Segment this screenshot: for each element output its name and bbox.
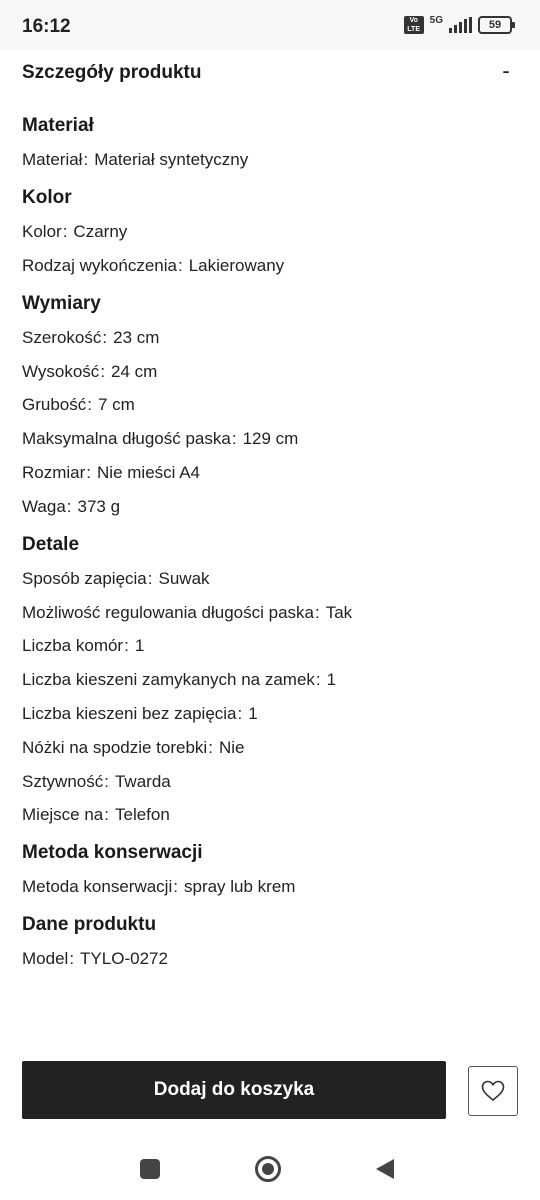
detail-key: Możliwość regulowania długości paska xyxy=(22,602,314,622)
detail-separator: : xyxy=(86,462,92,482)
detail-row xyxy=(22,803,522,827)
detail-value: 24 cm xyxy=(111,361,158,381)
detail-key: Metoda konserwacji xyxy=(22,877,173,897)
detail-row xyxy=(22,736,522,760)
add-to-cart-button[interactable]: Dodaj do koszyka xyxy=(22,1061,446,1119)
section-title: Kolor xyxy=(22,187,72,208)
detail-separator: : xyxy=(87,395,92,415)
detail-row xyxy=(22,668,522,692)
detail-value: Lakierowany xyxy=(188,255,285,275)
detail-value: 1 xyxy=(134,636,145,656)
detail-key: Rodzaj wykończenia xyxy=(22,255,177,275)
detail-key: Model xyxy=(22,949,69,969)
heart-icon xyxy=(481,1080,505,1102)
detail-row xyxy=(22,875,522,899)
page-title: Szczegóły produktu xyxy=(22,62,202,83)
status-icons xyxy=(404,14,512,36)
detail-separator: : xyxy=(83,150,89,169)
detail-value: Suwak xyxy=(158,568,210,588)
detail-key: Kolor xyxy=(22,222,62,241)
detail-value: TYLO-0272 xyxy=(80,949,168,969)
detail-row xyxy=(22,220,522,244)
recents-button[interactable] xyxy=(135,1154,165,1184)
details-section xyxy=(22,912,522,971)
detail-key: Wysokość xyxy=(22,361,100,381)
detail-separator: : xyxy=(314,602,320,622)
recents-icon xyxy=(139,1158,161,1180)
detail-key: Waga xyxy=(22,496,66,516)
detail-row xyxy=(22,254,522,278)
detail-row xyxy=(22,634,522,658)
section-title: Detale xyxy=(22,533,80,555)
detail-value: Telefon xyxy=(115,805,170,825)
details-header[interactable] xyxy=(0,50,540,100)
detail-separator: : xyxy=(102,327,108,347)
detail-value: 7 cm xyxy=(97,395,135,415)
details-section xyxy=(22,840,522,899)
detail-key: Grubość xyxy=(22,395,87,415)
details-section xyxy=(22,113,522,172)
detail-key: Liczba kieszeni bez zapięcia xyxy=(22,703,237,723)
detail-separator: : xyxy=(104,805,109,825)
detail-separator: : xyxy=(147,568,153,588)
detail-key: Liczba komór xyxy=(22,636,124,656)
collapse-button[interactable]: - xyxy=(502,58,510,83)
detail-value: 23 cm xyxy=(113,327,160,347)
detail-separator: : xyxy=(62,222,68,241)
detail-row xyxy=(22,567,522,591)
battery-icon xyxy=(478,16,512,34)
network-type: 5G xyxy=(429,15,443,26)
detail-separator: : xyxy=(66,496,72,516)
section-title: Metoda konserwacji xyxy=(22,842,203,864)
detail-row xyxy=(22,495,522,519)
wishlist-button[interactable] xyxy=(468,1066,518,1116)
detail-value: 1 xyxy=(326,670,337,690)
back-button[interactable] xyxy=(370,1154,400,1184)
section-title: Dane produktu xyxy=(22,914,157,936)
detail-value: Tak xyxy=(325,602,353,622)
signal-icon xyxy=(449,17,472,33)
detail-separator: : xyxy=(69,949,75,969)
details-section xyxy=(22,532,522,828)
detail-value: 373 g xyxy=(77,496,121,516)
section-title: Materiał xyxy=(22,115,94,136)
detail-row xyxy=(22,947,522,971)
detail-value: Czarny xyxy=(73,222,128,241)
detail-key: Liczba kieszeni zamykanych na zamek xyxy=(22,670,315,690)
home-button[interactable] xyxy=(253,1154,283,1184)
detail-separator: : xyxy=(208,737,213,757)
detail-value: spray lub krem xyxy=(183,877,296,897)
detail-key: Miejsce na xyxy=(22,805,104,825)
detail-row xyxy=(22,326,522,350)
system-nav-bar xyxy=(0,1134,540,1200)
detail-separator: : xyxy=(173,877,178,897)
back-icon xyxy=(373,1157,397,1181)
detail-separator: : xyxy=(124,636,129,656)
details-section xyxy=(22,185,522,278)
detail-key: Sztywność xyxy=(22,771,104,791)
battery-level: 59 xyxy=(488,19,502,31)
detail-key: Maksymalna długość paska xyxy=(22,429,231,449)
detail-row xyxy=(22,360,522,384)
detail-key: Materiał xyxy=(22,150,83,169)
details-section xyxy=(22,291,522,519)
detail-row xyxy=(22,427,522,451)
action-bar xyxy=(0,1052,540,1134)
detail-separator: : xyxy=(237,703,243,723)
detail-value: 1 xyxy=(248,703,258,723)
home-icon xyxy=(254,1155,282,1183)
detail-row xyxy=(22,461,522,485)
product-details xyxy=(22,100,522,981)
detail-row xyxy=(22,601,522,625)
detail-key: Rozmiar xyxy=(22,462,86,482)
detail-key: Sposób zapięcia xyxy=(22,568,147,588)
detail-row xyxy=(22,148,522,172)
detail-value: Nie mieści A4 xyxy=(97,462,201,482)
detail-row xyxy=(22,393,522,417)
detail-separator: : xyxy=(231,429,237,449)
detail-key: Szerokość xyxy=(22,327,102,347)
section-title: Wymiary xyxy=(22,292,101,314)
detail-value: Twarda xyxy=(114,771,171,791)
detail-row xyxy=(22,702,522,726)
detail-separator: : xyxy=(104,771,109,791)
detail-separator: : xyxy=(315,670,321,690)
detail-row xyxy=(22,770,522,794)
status-bar xyxy=(0,0,540,50)
detail-value: Nie xyxy=(218,737,245,757)
volte-icon: Vo LTE xyxy=(404,16,424,34)
status-time: 16:12 xyxy=(22,16,71,37)
detail-value: Materiał syntetyczny xyxy=(94,150,249,169)
detail-separator: : xyxy=(177,255,183,275)
detail-key: Nóżki na spodzie torebki xyxy=(22,737,208,757)
detail-separator: : xyxy=(100,361,106,381)
detail-value: 129 cm xyxy=(242,429,299,449)
